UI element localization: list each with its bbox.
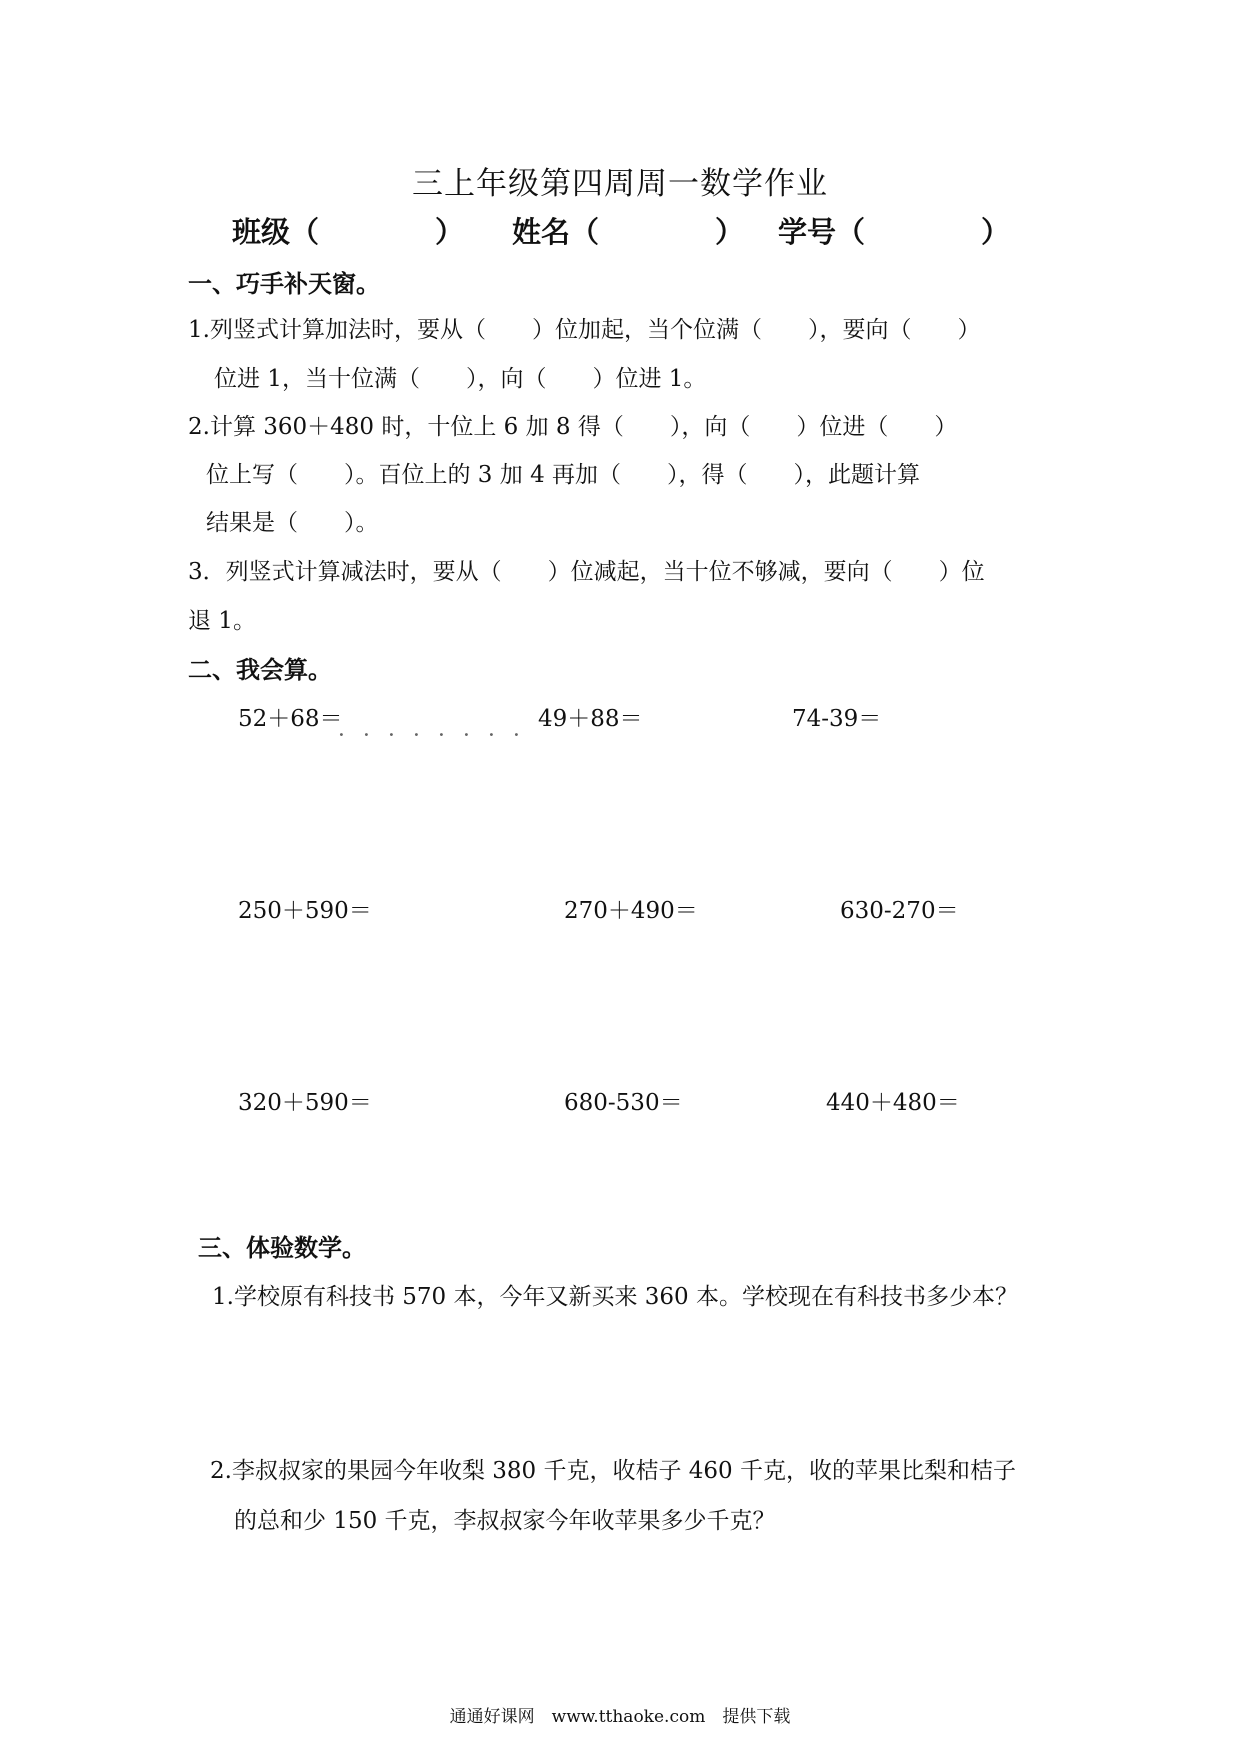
q1-line2: 位进 1，当十位满（ ），向（ ）位进 1。 [214,366,707,392]
word-problem-2-line1: 2.李叔叔家的果园今年收梨 380 千克，收桔子 460 千克，收的苹果比梨和桔子 [210,1458,1016,1484]
section3-heading: 三、体验数学。 [198,1233,366,1262]
q3-line1: 3．列竖式计算减法时，要从（ ）位减起，当十位不够减，要向（ ）位 [188,559,985,585]
word-problem-1: 1.学校原有科技书 570 本，今年又新买来 360 本。学校现在有科技书多少本？ [212,1284,1018,1310]
calc-item: 74-39＝ [792,706,882,732]
q2-line3: 结果是（ ）。 [206,510,379,536]
footer-source: 通通好课网 www.tthaoke.com 提供下载 [449,1707,791,1727]
page-title: 三上年级第四周周一数学作业 [412,166,828,202]
calc-item: 49＋88＝ [538,706,643,732]
word-problem-2-line2: 的总和少 150 千克，李叔叔家今年收苹果多少千克？ [234,1508,776,1534]
calc-item: 630-270＝ [840,898,959,924]
calc-item: 250＋590＝ [238,898,372,924]
name-field: 姓名（ ） [512,215,745,249]
dotted-leader: ．．．．．．．． [338,717,550,742]
class-field: 班级（ ） [232,215,465,249]
section1-heading: 一、巧手补天窗。 [188,269,380,298]
q3-line2: 退 1。 [188,608,256,634]
student-id-field: 学号（ ） [778,215,1011,249]
calc-item: 680-530＝ [564,1090,683,1116]
q2-line2: 位上写（ ）。百位上的 3 加 4 再加（ ），得（ ），此题计算 [206,462,921,488]
calc-item: 440＋480＝ [826,1090,960,1116]
q1-line1: 1.列竖式计算加法时，要从（ ）位加起，当个位满（ ），要向（ ） [188,317,981,343]
section2-heading: 二、我会算。 [188,655,332,684]
calc-item: 270＋490＝ [564,898,698,924]
q2-line1: 2.计算 360＋480 时，十位上 6 加 8 得（ ），向（ ）位进（ ） [188,414,958,440]
calc-item: 52＋68＝ [238,706,343,732]
calc-item: 320＋590＝ [238,1090,372,1116]
